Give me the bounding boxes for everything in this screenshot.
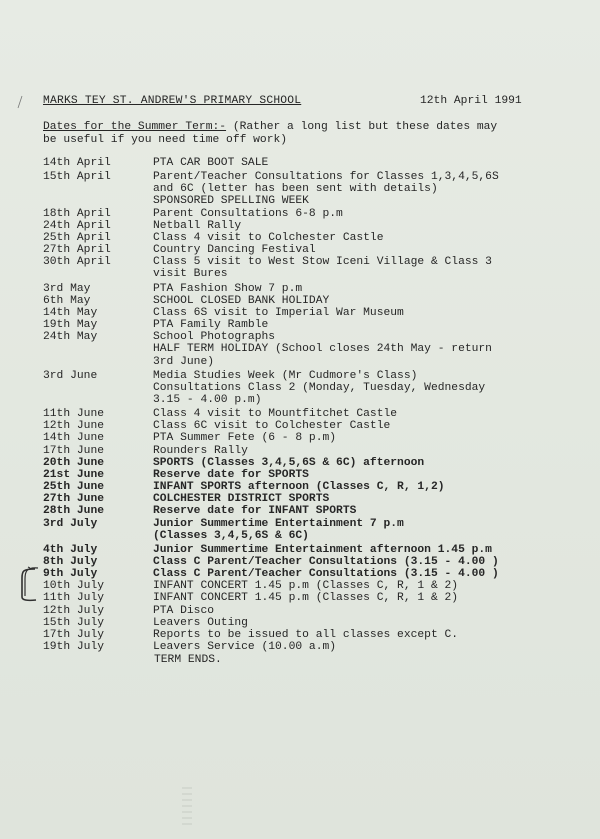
schedule-event: INFANT CONCERT 1.45 p.m (Classes C, R, 1 & 2) <box>153 580 459 593</box>
schedule-row <box>43 420 538 432</box>
term-ends: TERM ENDS. <box>154 654 222 666</box>
schedule-row <box>43 445 538 457</box>
schedule-row <box>43 244 538 256</box>
schedule-row <box>43 518 538 542</box>
schedule-row <box>43 605 538 617</box>
schedule-row <box>43 370 538 406</box>
bracket-mark-icon <box>5 566 41 602</box>
schedule-event: PTA Disco <box>153 604 215 617</box>
schedule-row <box>43 295 538 307</box>
schedule-date: 3rd May <box>43 282 91 295</box>
intro-paragraph <box>43 121 543 146</box>
schedule-row <box>43 220 538 232</box>
intro-rest: (Rather a long list but these dates may <box>226 121 498 133</box>
schedule-date: 24th April <box>43 219 111 232</box>
schedule-row <box>43 157 538 169</box>
schedule-date: 24th May <box>43 331 98 344</box>
schedule-date: 21st June <box>43 468 105 481</box>
schedule-row <box>43 331 538 367</box>
schedule-date: 10th July <box>43 580 105 593</box>
schedule-row <box>43 629 538 641</box>
schedule-date: 15th July <box>43 616 105 629</box>
schedule-event: Class 4 visit to Mountfitchet Castle <box>153 408 398 421</box>
schedule-event: Rounders Rally <box>153 444 248 457</box>
schedule-row <box>43 568 538 580</box>
schedule-event: Reserve date for INFANT SPORTS <box>153 505 357 518</box>
schedule-date: 9th July <box>43 568 98 581</box>
schedule-event: PTA Fashion Show 7 p.m <box>153 282 303 295</box>
schedule-date: 18th April <box>43 207 111 220</box>
schedule-date: 3rd July <box>43 517 98 530</box>
schedule-row <box>43 283 538 295</box>
schedule-row <box>43 457 538 469</box>
schedule-date: 25th June <box>43 481 105 494</box>
schedule-event: Class 5 visit to West Stow Iceni Village & Class 3 visit Bures <box>153 256 492 281</box>
schedule-event: Leavers Service (10.00 a.m) <box>153 641 337 654</box>
schedule-event: School Photographs HALF TERM HOLIDAY (School closes 24th May - return 3rd June) <box>153 331 492 368</box>
schedule-event: Netball Rally <box>153 219 242 232</box>
schedule-date: 27th June <box>43 493 105 506</box>
schedule-row <box>43 469 538 481</box>
schedule-date: 12th June <box>43 420 105 433</box>
schedule-event: INFANT SPORTS afternoon (Classes C, R, 1,2) <box>153 481 445 494</box>
intro-line2: be useful if you need time off work) <box>43 133 288 146</box>
schedule-row <box>43 319 538 331</box>
schedule-date: 27th April <box>43 244 111 257</box>
schedule-date: 14th June <box>43 432 105 445</box>
schedule-row <box>43 544 538 556</box>
schedule-date: 14th April <box>43 157 111 169</box>
schedule-event: PTA CAR BOOT SALE <box>153 157 269 169</box>
schedule-date: 11th June <box>43 408 105 421</box>
schedule-event: Class 4 visit to Colchester Castle <box>153 231 384 244</box>
schedule-row <box>43 481 538 493</box>
schedule-row <box>43 493 538 505</box>
schedule-date: 17th July <box>43 628 105 641</box>
schedule-row <box>43 592 538 604</box>
schedule-date: 28th June <box>43 505 105 518</box>
schedule-row <box>43 256 538 280</box>
schedule-row <box>43 208 538 220</box>
schedule-date: 8th July <box>43 556 98 568</box>
schedule-date: 25th April <box>43 231 111 244</box>
schedule-date: 20th June <box>43 456 105 469</box>
schedule-row <box>43 580 538 592</box>
pen-mark-icon <box>16 95 24 109</box>
schedule-event: Reserve date for SPORTS <box>153 468 309 481</box>
schedule-date: 4th July <box>43 543 98 556</box>
schedule-date: 11th July <box>43 592 105 605</box>
schedule-date: 17th June <box>43 444 105 457</box>
schedule-row <box>43 232 538 244</box>
binder-hole-mark-icon <box>178 780 196 830</box>
schedule-event: COLCHESTER DISTRICT SPORTS <box>153 493 330 506</box>
schedule-row <box>43 641 538 653</box>
schedule-row <box>43 556 538 568</box>
schedule-event: SCHOOL CLOSED BANK HOLIDAY <box>153 294 330 307</box>
schedule-row <box>43 432 538 444</box>
schedule-event: Media Studies Week (Mr Cudmore's Class) Consultations Class 2 (Monday, Tuesday, Wednesday 3.15 - 4.00 p.m) <box>153 369 486 406</box>
schedule-event: Class C Parent/Teacher Consultations (3.15 - 4.00 ) <box>153 568 499 581</box>
schedule-row <box>43 171 538 207</box>
schedule-date: 30th April <box>43 256 111 269</box>
schedule-event: Class C Parent/Teacher Consultations (3.15 - 4.00 ) <box>153 556 499 568</box>
letter-header <box>43 95 538 107</box>
schedule-event: Class 6C visit to Colchester Castle <box>153 420 391 433</box>
schedule-date: 12th July <box>43 604 105 617</box>
schedule-event: INFANT CONCERT 1.45 p.m (Classes C, R, 1 & 2) <box>153 592 459 605</box>
schedule-row <box>43 408 538 420</box>
letter-date: 12th April 1991 <box>420 95 522 107</box>
schedule-list <box>43 157 538 653</box>
schedule-date: 19th May <box>43 319 98 332</box>
schedule-event: Junior Summertime Entertainment 7 p.m (Classes 3,4,5,6S & 6C) <box>153 517 404 542</box>
intro-title: Dates for the Summer Term:- <box>43 121 227 133</box>
schedule-row <box>43 307 538 319</box>
schedule-event: Parent/Teacher Consultations for Classes 1,3,4,5,6S and 6C (letter has been sent with details) SPONSORED SPELLING WEEK <box>153 171 499 208</box>
schedule-event: Reports to be issued to all classes except C. <box>153 628 459 641</box>
schedule-date: 19th July <box>43 641 105 654</box>
schedule-event: Leavers Outing <box>153 616 248 629</box>
schedule-date: 6th May <box>43 294 91 307</box>
school-name: MARKS TEY ST. ANDREW'S PRIMARY SCHOOL <box>43 95 302 107</box>
schedule-row <box>43 505 538 517</box>
schedule-event: Junior Summertime Entertainment afternoon 1.45 p.m <box>153 543 492 556</box>
schedule-event: Parent Consultations 6-8 p.m <box>153 207 343 220</box>
schedule-event: PTA Family Ramble <box>153 319 269 332</box>
schedule-row <box>43 617 538 629</box>
schedule-date: 14th May <box>43 306 98 319</box>
schedule-event: SPORTS (Classes 3,4,5,6S & 6C) afternoon <box>153 456 425 469</box>
schedule-date: 3rd June <box>43 369 98 382</box>
schedule-date: 15th April <box>43 171 111 184</box>
schedule-event: PTA Summer Fete (6 - 8 p.m) <box>153 432 337 445</box>
schedule-event: Country Dancing Festival <box>153 244 316 257</box>
schedule-event: Class 6S visit to Imperial War Museum <box>153 306 404 319</box>
